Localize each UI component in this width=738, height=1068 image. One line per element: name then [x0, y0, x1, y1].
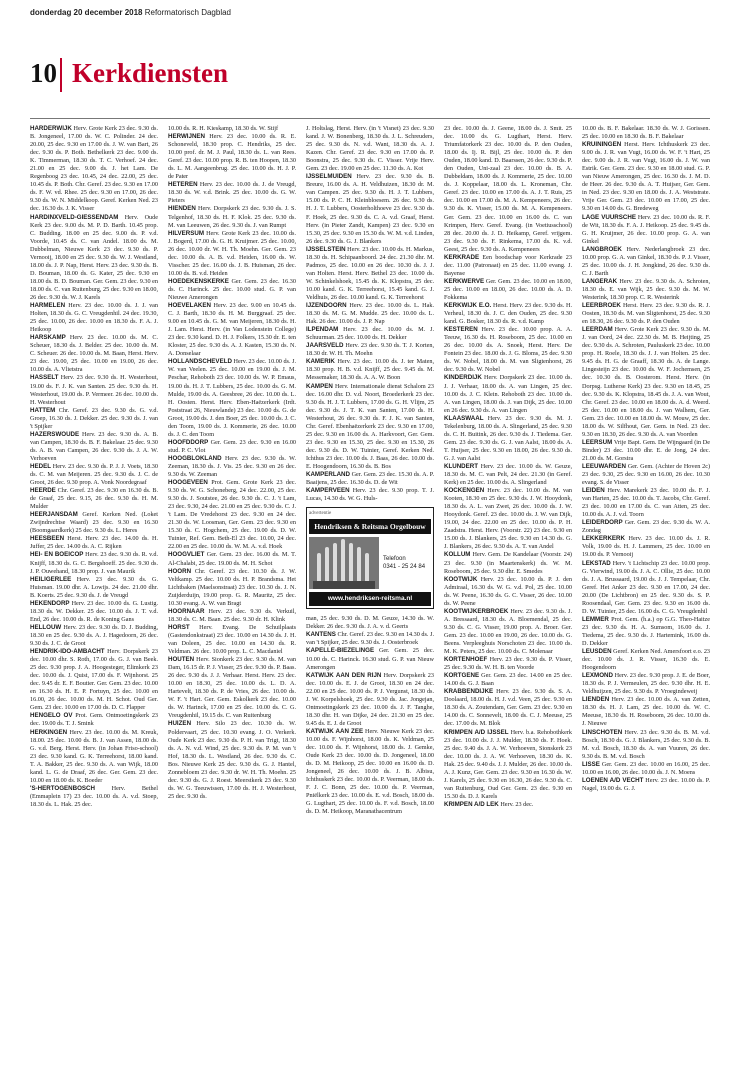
- service-details: Herv. 23 dec. 10.00 ds. L. Hak. 18.30 ds. M. G. M. Mudde. 25 dec. 10.00 ds. L. Hak. 26 dec. 10.00 ds. J. P. Nap: [306, 302, 434, 326]
- place-name: HOORN: [168, 567, 192, 575]
- place-name: LEERDAM: [582, 326, 613, 334]
- service-details: Chr. Geref. 23 dec. 9.30 en 14.30 ds. J. van 't Spijker, 25 dec. 9.30 ds. J. Oosterbroek: [306, 631, 434, 647]
- service-entry: [444, 254, 572, 278]
- place-name: HOUTEN: [168, 656, 195, 664]
- place-name: HEERJANSDAM: [30, 511, 78, 519]
- service-entry: [444, 688, 572, 728]
- place-name: LEKSTAD: [582, 559, 611, 567]
- place-name: HEILIGERLEE: [30, 575, 72, 583]
- service-entry: [168, 479, 296, 551]
- service-details: Herv. Bethel (Emmaplein 17) 23 dec. 10.00 ds. A. v.d. Stoep, 18.30 ds. L. Hak. 25 dec.: [30, 784, 158, 808]
- place-name: HOOGEVEEN: [168, 479, 208, 487]
- service-entry: [582, 302, 710, 326]
- service-details: Ger. Gem. 23 dec. 9.30 en 16.00 stud. P. C. Vlot: [168, 438, 296, 454]
- service-entry: [444, 278, 572, 302]
- place-name: KATWIJK AAN ZEE: [306, 727, 364, 735]
- service-entry: [306, 302, 434, 326]
- service-details: Herv. 23 dec. 10.00 ds. J. R. Volk, 19.00 ds. H. J. Lammers, 25 dec. 10.00 en 19.00 ds. P. Vernooij: [582, 535, 710, 559]
- service-entry: [582, 560, 710, 616]
- service-details: Herv. 23 dec. 9.30 ds. A. B. van Campen, 18.30 ds. B. F. Bakelaar. 25 dec. 9.30 ds. A. B. van Campen, 26 dec. 9.30 ds. J. A. W. Verhoeven: [30, 430, 158, 462]
- service-details: Herv. Dorpskerk 23 dec. 10.00 dhr. S. Roth, 17.00 ds. G. J. van Beek. 25 dec. 9.30 prop. J. A. Hoogesteger, Elimkerk 23 dec. 10.00 ds. J. Quist, 17.00 ds. F. Wijnhorst. 25 dec. 9.45 dr. E. F. Boutier. Ger. Gem. 23 dec. 10.00 en 16.30 ds. H. E. P. Fortuyn, 25 dec. 10.00 en 16.00, 26 dec. 10.00 ds. M. H. Schot. Oud Ger. Gem. 23 dec. 10.00 en 17.00 ds. D. C. Flapper: [30, 648, 158, 712]
- service-entry: [582, 278, 710, 302]
- masthead: [30, 8, 231, 17]
- place-name: KESTEREN: [444, 326, 478, 334]
- place-name: HOORNAAR: [168, 607, 205, 615]
- service-details: Geref. Kerken Ned. Amersfoort e.o. 23 dec. 10.00 ds. J. R. Visser, 16.30 ds. E. Hoogendoorn: [582, 648, 710, 672]
- service-details: Chr. Geref. 23 dec. 10.30 ds. J. W. Veltkamp. 25 dec. 10.00 ds. H. P. Brandsma. Het Lichtbaken (Maelsonstraat) 23 dec. 10.30 ds. J. N. Zuijderduijn, 19.00 prop. G. R. Mauritz, 25 dec. 10.30 evang. A. W. van Bragt: [168, 567, 296, 607]
- place-name: HERWIJNEN: [168, 133, 206, 141]
- service-details: Ger. Gem. 23 dec. 14.00 en 25 dec. 14.00 ds. G. J. Baan: [444, 672, 572, 688]
- service-details: Herv. 23 dec. 9.30 ds. B. Breure, 16.00 ds. A. H. Veldhuizen, 18.30 dr. M. van Campen. 25 dec. 9.30 ds. H. J. T. Lubbers, 15.00 ds. P. C. H. Kleinbloesem. 26 dec. 9.30 ds. H. J. T. Lubbers, Oosterholthoeve 23 dec. 9.30 ds. F. Hoek, 25 dec. 9.30 ds. C. A. v.d. Graaf, Herst. Herv. (in Pieter Zandt, Kampen) 23 dec. 9.30 en 15.30, 25 dec. 9.30 en 15.30 ds. W. M. v.d. Linden, 26 dec. 9.30 ds. G. J. Blankers: [306, 173, 434, 245]
- place-name: KRIMPEN A/D LEK: [444, 800, 499, 808]
- service-entry: [168, 656, 296, 720]
- service-details: Chr. Geref. 23 dec. 9.30 ds. G. v.d. Groep, 16.30 ds. J. Dekker. 25 dec. 9.30 ds. J. van 't Spijker: [30, 406, 158, 430]
- place-name: LEIDEN: [582, 487, 605, 495]
- service-entry: [582, 616, 710, 648]
- service-entry: [30, 535, 158, 551]
- column-2: [168, 125, 296, 1060]
- service-entry: [306, 383, 434, 472]
- ad-url[interactable]: www.hendriksen-reitsma.nl: [309, 592, 431, 606]
- service-details: Herv. Gem. De Kandelaar (Voorstr. 24) 23 dec. 9.30 (in Maartenskerk) ds. W. M. Roseboom, 25 dec. 9.30 dhr. E. Smedes: [444, 551, 572, 575]
- place-name: KAMERIK: [306, 358, 335, 366]
- service-entry: [30, 125, 158, 214]
- place-name: KOLLUM: [444, 551, 471, 559]
- service-entry: [444, 729, 572, 801]
- place-name: KOOTWIJK: [444, 575, 478, 583]
- service-entry: [444, 326, 572, 374]
- service-entry: [30, 302, 158, 334]
- place-name: LANGERAK: [582, 277, 618, 285]
- service-details: Herv. 23 dec. 10.00 ds. A. van Zetten, 18.30 ds. H. J. Lam, 25 dec. 10.00 ds. W. C. Meeuse, 18.30 ds. H. Roseboom, 26 dec. 10.00 ds. J. Nieuwe: [582, 696, 710, 728]
- place-name: HEDEL: [30, 462, 51, 470]
- place-name: KAMPERLAND: [306, 471, 350, 479]
- service-entry: [168, 302, 296, 358]
- ad-telephone-label: Telefoon: [383, 556, 406, 563]
- service-entry: [306, 342, 434, 358]
- service-entry: [168, 205, 296, 229]
- place-name: LISSE: [582, 760, 600, 768]
- service-entry: [30, 407, 158, 431]
- place-name: HEESBEEN: [30, 535, 65, 543]
- place-name: KRIMPEN A/D IJSSEL: [444, 728, 509, 736]
- place-name: LANGBROEK: [582, 245, 622, 253]
- service-details: Herv. Grote Kerk 23 dec. 9.30 ds. M. J. van Oord, 24 dec. 22.30 ds. M. B. Heijting, 25 dec. 9.30 ds. A. Schroten, Pauluskerk 23 dec. 10.00 prop. H. Roele, 18.30 ds. J. J. van Holten. 25 dec. 9.45 ds. H. G. de Graaff, 18.30 ds. A. de Lange. Lingesteijn 23 dec. 10.00 ds. W. F. Jochemsen, 25 dec. 10.30 ds. B. Oosterom. Herst. Herv. (in Dorpsg. Lutherse Kerk) 23 dec. 9.30 en 18.45, 25 dec. 9.30 ds. K. Klopstra, 18.45 ds. J. A. van Wout, Chr. Geref. 23 dec. 10.00 en 18.00 ds. A. d. Weerd. 25 dec. 10.00 en 18.00 ds. J. van Walhem, Ger. Gem. 23 dec. 10.00 en 18.00 ds. W. Mouw, 25 dec. 18.00 ds. W. Silfhout, Ger. Gem. in Ned. 23 dec. 9.30 en 18.30, 26 dec. 9.30 ds. A. van Voorden: [582, 326, 710, 438]
- service-details: Herv. 23 dec. 10.00 ds. W. Geuze, 18.30 ds. M. C. van Pelt, 24 dec. 21.30 (in Geref. Kerk) en 25 dec. 10.00 ds. A. Slingerland: [444, 462, 572, 487]
- service-details: Herv. 23 dec. 9.30 prop. J. E. de Boer, 18.30 ds. P. J. Vermeulen, 25 dec. 9.30 dhr. H. E. Veldhuijzen, 25 dec. 9.30 ds. P. Vroegindeweij: [582, 672, 710, 696]
- column-3: [306, 125, 434, 1060]
- place-name: LOENEN A/D VECHT: [582, 776, 644, 784]
- ad-label: advertentie: [309, 511, 332, 517]
- place-name: KOCKENGEN: [444, 487, 485, 495]
- service-entry: [582, 535, 710, 559]
- service-details: Herv. Dorpskerk 23 dec. 10.00 ds. E. J. de Groot, 18.30 en 24 dec. 22.00 en 25 dec. 10.00 ds. P. J. Vergunst, 18.30 ds. J. W. Korpelshoek, 25 dec. 9.30 ds. Jac. Jongejan, Ontmoetingskerk 23 dec. 10.00 ds. J. F. Tanghe, 18.30 dhr. H. van Dijke, 24 dec. 21.30 en 25 dec. 9.45 ds. E. J. de Groot: [306, 671, 434, 727]
- service-details: Prot. Gem. (h.a.) op G.G. Theo-Haitze 23 dec. 9.30 ds. H. A. Sumsom, 16.00 ds. J. Tiedema, 25 dec. 9.30 ds. J. Hartemink, 16.00 ds. D. Dekker: [582, 615, 710, 647]
- service-details: Herv. Oude Kerk 23 dec. 9.00 ds. M. P. D. Barth. 10.45 prop. C. Budding. 18.00 en 25 dec. 9.00 ds. P. v.d. Voorde, 10.45 ds. C. van Andel. 18.00 ds. M. Dubbelman, Nieuwe Kerk 23 dec. 9.30 ds. P. Vernooij, 18.00 en 25 dec. 9.30 ds. W. J. Westland, 18.00 ds. J. P. Nap, Herst. Herv. 23 dec. 9.30 ds. B. D. Bouman, 18.00 ds. G. Kater, 25 dec. 9.30 en 18.00 ds. B. D. Bouman. Ger. Gem. 23 dec. 9.30 en 18.00 ds. C. van Ruitenburg, 25 dec. 9.30 en 18.00, 26 dec. 9.30 ds. W. J. Karels: [30, 213, 158, 301]
- service-details: Ger. Gem. 23 dec. 10.00 en 16.00, 25 dec. 10.00 en 16.00, 26 dec. 10.00 ds. J. N. Moens: [582, 760, 710, 776]
- service-details: Herv. Nederlangbroek 23 dec. 10.00 prop. G. A. van Ginkel, 18.30 ds. P. J. Visser, 25 dec. 10.00 ds. J. H. Jongkind, 26 dec. 9.30 ds. C. J. Barth: [582, 245, 710, 277]
- service-entry: [306, 647, 434, 671]
- service-entry: [168, 455, 296, 479]
- service-entry: [582, 439, 710, 463]
- place-name: HARDINXVELD-GIESSENDAM: [30, 213, 119, 221]
- place-name: LAGE VUURSCHE: [582, 213, 636, 221]
- service-details: Herv. 23 dec. 9.30 ds. S. A. Doolaard, 18.00 ds. H. J. v.d. Veen, 25 dec. 9.30 en 18.30 ds. A. Zoutendam, Ger. Gem. 23 dec. 9.30 en 14.00 ds. C. Sonnevelt, 18.00 ds. C. J. Meeuse, 25 dec. 17.00 ds. M. Blok: [444, 688, 572, 728]
- place-name: HARSKAMP: [30, 334, 66, 342]
- service-details: Ger. Gem. 23 dec. 9.30 ds. W. A. Zondag: [582, 519, 710, 535]
- service-details: Herv. Nieuwe Kerk 23 dec. 10.00 ds. F. Wijnhorst, 18.00 ds. K. Veldman, 25 dec. 10.00 ds. F. Wijnhorst, 18.00 ds. J. Gemke, Oude Kerk 23 dec. 10.00 ds. D. Jongeneel, 18.00 ds. D. M. Heikoop, 25 dec. 10.00 en 16.00 ds. D. Jongeneel, 26 dec. 10.00 ds. J. B. Albisu, Ichthuskerk 23 dec. 10.00 ds. P. Veerman, 18.00 ds. F. J. C. Bonn, 25 dec. 10.00 ds. P. Veerman, Pniëlkerk 23 dec. 10.00 ds. E. v.d. Bosch, 18.00 ds. G. Lugthart, 25 dec. 10.00 ds. F. v.d. Bosch, 18.00 ds. D. M. Heikoop, Maranathacentrum: [306, 727, 434, 816]
- service-entry: [306, 246, 434, 302]
- listing-columns: [30, 125, 710, 1060]
- service-entry: [582, 125, 710, 141]
- service-details: Herv. 23 dec. 9.30 prop. T. J. Lucas, 14.30 ds. W. G. Huls-: [306, 487, 434, 503]
- service-entry: [444, 576, 572, 608]
- service-entry: [582, 761, 710, 777]
- service-entry: [582, 519, 710, 535]
- place-name: HETEREN: [168, 181, 198, 189]
- service-entry: [30, 431, 158, 463]
- service-entry: [444, 801, 572, 809]
- service-entry: [582, 246, 710, 278]
- service-details: 10.00 ds. B. F. Bakelaar. 18.30 ds. W. J. Gorissen. 25 dec. 10.00 en 18.30 ds. B. F. Bakelaar: [582, 125, 710, 141]
- service-entry: [582, 487, 710, 519]
- service-details: Herv. 23 dec. 10.00 ds. J. ter Maten, 18.30 prop. H. B. v.d. Knijff, 25 dec. 9.45 ds. M. Messemaker, 18.30 ds. A. A. W. Boon: [306, 358, 434, 382]
- service-entry: [30, 624, 158, 648]
- service-details: Herv. 23 dec. 9.30 ds. Verkuil, 18.30 ds. C. M. Baan. 25 dec. 9.30 dr. H. Klink: [168, 607, 296, 623]
- service-entry: [30, 511, 158, 535]
- service-details: Herv. 23 dec. 10.00 ds. H. Markus, 18.30 ds. H. Schipaanboord. 24 dec. 21.30 dhr. M. Padmos, 25 dec. 10.00 en 26 dec. 10.30 ds. J. J. van Holten. Herst. Herv. Bethel 23 dec. 10.00 ds. W. Schinkelshoek, 15.45 ds. K. Klopstra, 25 dec. 10.00 kand. G. K. Terreehorst, 15.45 kand. G. J. Veldhuis, 26 dec. 10.00 kand. G. K. Terreehorst: [306, 245, 434, 301]
- ad-telephone: 0341 - 25 24 84: [383, 564, 426, 571]
- service-entry: [582, 672, 710, 696]
- place-name: HENDRIK-IDO-AMBACHT: [30, 648, 105, 656]
- service-details: Herv. 23 dec. 10.00 ds. J. J. van Holten, 18.30 ds. G. C. Vreugdenhil. 24 dec. 19.30, 25 dec. 10.00, 26 dec. 10.00 en 18.30 ds. F. A. J. Heikoop: [30, 302, 158, 334]
- service-entry: [30, 214, 158, 303]
- service-details: Een boodschap voor Kerkrade 23 dec. 11.00 (Patronaat) en 25 dec. 11.00 evang. J. Bayense: [444, 253, 572, 277]
- service-details: Herv. Evang. De Schuilplaats (Gastendonkstraat) 23 dec. 10.00 en 14.30 ds. J. H. van Doleen, 25 dec. 10.00 en 14.30 ds. R. Veldman. 26 dec. 10.00 prop. L. C. Macdaniel: [168, 623, 296, 656]
- service-entry: [168, 551, 296, 567]
- place-name: HATTEM: [30, 406, 56, 414]
- service-entry: [168, 624, 296, 656]
- service-details: Herv. 23 dec. 9.30 ds. M. J. Tekelenburg, 18.00 ds. A. Slingerland, 25 dec. 9.30 ds. C. H. Buitink, 26 dec. 9.30 ds. J. Tiedema. Ger. Gem. 23 dec. 9.30 ds. G. J. van Aalst, 18.00 ds. A. T. Huijser, 25 dec. 9.30 en 18.00, 26 dec. 9.30 ds. G. J. van Aalst: [444, 414, 572, 462]
- place-name: HOEDEKENSKERKE: [168, 277, 229, 285]
- place-name: HERKINGEN: [30, 728, 68, 736]
- column-5: [582, 125, 710, 1060]
- service-entry: [168, 133, 296, 181]
- service-details: Herv. 23 dec. 9.30 ds. P. J. J. Voets, 18.30 ds. C. M. van Meijeren. 25 dec. 9.30 ds. J. C. de Groot, 26 dec. 9.30 prop. A. Vonk Noordegraaf: [30, 462, 158, 487]
- place-name: IJZENDOORN: [306, 302, 347, 310]
- service-entry: [444, 487, 572, 551]
- service-entry: [444, 374, 572, 414]
- column-1: [30, 125, 158, 1060]
- place-name: KRUININGEN: [582, 141, 622, 149]
- place-name: HARMELEN: [30, 302, 66, 310]
- service-details: Ger. Gem. 23 dec. 15.30 ds. A. P. Baaijens, 25 dec. 16.30 ds. D. de Wit: [306, 471, 434, 487]
- service-entry: [582, 648, 710, 672]
- service-details: Herv. 23 dec. 10.00 ds. P. Nagel, 19.00 ds. G. J.: [582, 776, 710, 792]
- service-details: Herst. Herv. 23 dec. 14.00 ds. H. Juffer, 25 dec. 14.00 ds. A. C. Rijken: [30, 535, 158, 551]
- service-details: 10.00 ds. R. H. Kieskamp, 18.30 ds. W. Stijf: [168, 125, 279, 132]
- service-details: Herv. 23 dec. 10.00 ds. M. C. Scheuer, 18.30 ds. J. Belder. 25 dec. 10.00 ds. M. C. Scheuer. 26 dec. 10.00 ds. M. Baan, Herst. Herv. 23 dec. 19.00, 25 dec. 10.00 en 19.00, 26 dec. 10.00 ds. A. Vlietstra: [30, 334, 158, 374]
- service-details: Herv. 23 dec. 10.00 ds. J. W. van Veelen. 25 dec. 10.00 en 19.00 ds. J. M. Peschar, Rehoboth 23 dec. 10.00 ds. W. P. Emaus, 19.00 ds. H. J. T. Lubbers, 25 dec. 10.00 ds. G. M. Mulde, 19.00 ds. A. Geesbree, 26 dec. 10.00 ds. L. H. Oosten. Herst. Herv. Eben-Haëzerkerk (Irdt. Poststraat 26, Nieuwlande) 23 dec. 10.00 ds. G. de Groot, 19.00 ds. J. den Boer, 25 dec. 10.00 ds. J. C. den Toom, 19.00 ds. J. Kommerie, 26 dec. 10.00 ds. J. C. den Toom: [168, 358, 296, 438]
- service-details: Herv. 23 dec. 10.00 ds. R. F. de Wit, 18.30 ds. F. A. J. Heikoop. 25 dec. 9.45 ds. G. H. Kruijmer, 26 dec. 10.00 prop. G. A. van Ginkel: [582, 213, 710, 245]
- service-details: Ger. Gem. 23 dec. 16.00 ds. M. T. Al-Chalabi, 25 dec. 19.00 ds. M. H. Schot: [168, 551, 296, 567]
- service-entry: [444, 551, 572, 575]
- place-name: KORTENHOEF: [444, 656, 488, 664]
- service-entry: [30, 334, 158, 374]
- service-entry: [306, 471, 434, 487]
- service-details: Herv. Grote Kerk 23 dec. 9.30 ds. B. Jongeneel, 17.00 ds. W. C. Polinder. 24 dec. 20.00, 25 dec. 9.30 en 17.00 ds. J. W. van Bart, 26 dec. 9.30 ds. P. Both. Bethelkerk 23 dec. 9.00 ds. K. Timmerman, 18.30 ds. T. C. Verhoef. 24 dec. 21.00 en 25 dec. 9.00 ds. J. het Lam. De Regenboog 23 dec. 10.45, 24 dec. 22.00, 25 dec. 10.45 ds. P. Both. Chr. Geref. 23 dec. 9.30 en 17.00 ds. F. W. vd. Rhee. 25 dec. 9.30 en 17.00, 26 dec. 9.30 ds. W. N. Middelkoop. Geref. Kerken Ned. 23 dec. 16.30 ds. J. K. Visser: [30, 125, 158, 213]
- service-details: Ger. Gem. 23 dec. 10.00 en 18.00, 25 dec. 10.00 en 18.00, 26 dec. 10.00 ds. A. D. Fokkema: [444, 277, 572, 301]
- masthead-paper: Reformatorisch Dagblad: [144, 8, 231, 17]
- service-details: Herv. 23 dec. 9.30 ds. P. Visser, 25 dec. 9.30 ds. W. H. B. ten Voorde: [444, 656, 572, 672]
- service-entry: [306, 672, 434, 728]
- place-name: KAMPERVEEN: [306, 487, 350, 495]
- service-details: 23 dec. 10.00 ds. J. Geene, 18.00 ds. J. Smit. 25 dec. 10.00 ds. G. Lugthart, Herst. Herv. Triumfatorkerk 23 dec. 10.00 ds. P. den Ouden, 18.00 ds. Ij. R. Bijl, 25 dec. 10.00 ds. P. den Ouden, 18.00 kand. D. Baarssen, 26 dec. 9.30 ds. P. den Ouden, Uni-zaal 23 dec. 10.00 ds. B. A. Dubbeldam, 18.00 ds. J. Kommerie, 25 dec. 10.00 ds. J. Koppelaar, 18.00 ds. L. Kroneman, Chr. Geref. 23 dec. 10.00 en 17.00 ds. A. J. T. Ruis, 25 dec. 10.00 en 17.00 ds. M. A. Kempeneers, 26 dec. 9.30 ds. K. Visser, 15.00 ds. M. A. Kempeneers. Ger. Gem. 23 dec. 10.00 en 16.00 ds. C. van Krimpen, Herv. Geref. Evang. (in Voetiusschool) 28 dec. 20.00 ds. J. D. Heikamp, Geref. vrijgem. 23 dec. 9.30 ds. F. Rinkema, 17.00 ds. K. v.d. Geest, 25 dec. 9.30 ds. A. Kempeneers: [444, 125, 572, 253]
- service-entry: [30, 487, 158, 511]
- service-entry: [30, 576, 158, 600]
- service-entry: [582, 214, 710, 246]
- place-name: KRABBENDIJKE: [444, 688, 494, 696]
- service-details: Herv. Grote Kerk 23 dec. 10.00 ds. J. Bogerd, 17.00 ds. G. H. Kruijmer. 25 dec. 10.00, 26 dec. 10.00 dr. W. H. Th. Moehn. Ger. Gem. 23 dec. 10.00 ds. A. B. v.d. Heiden, 16.00 ds. W. Visscher. 25 dec. 16.00 ds. J. B. Huisman, 26 dec. 10.00 ds. B. v.d. Heiden: [168, 229, 296, 277]
- advertisement[interactable]: [306, 507, 434, 609]
- service-entry: [306, 615, 434, 631]
- service-entry: [582, 326, 710, 439]
- service-details: Herv. 23 dec. 9.30 ds. D. J. Budding, 18.30 en 25 dec. 9.30 ds. A. J. Hagedoorn, 26 dec. 9.30 ds. J. C. de Groot: [30, 623, 158, 647]
- service-entry: [168, 358, 296, 438]
- service-entry: [444, 656, 572, 672]
- service-entry: [306, 326, 434, 342]
- service-entry: [30, 463, 158, 487]
- service-entry: [30, 729, 158, 785]
- place-name: KLAASWAAL: [444, 414, 484, 422]
- service-entry: [306, 125, 434, 173]
- service-details: Herv. 23 dec. 9.30 ds. H. Westerhout, 19.00 ds. F. J. K. van Santen. 25 dec. 9.30 ds. H. Westerhout, 19.00 ds. P. Vermeer. 26 dec. 10.00 ds. H. Westerhout: [30, 374, 158, 406]
- service-details: Chr. Geref. 23 dec. 9.30 en 16.30 ds. B. de Graaf, 25 dec. 9.15, 26 dec. 9.30 ds. H. M. Mulder: [30, 487, 158, 511]
- ad-company-name: Hendriksen & Reitsma Orgelbouw: [309, 519, 431, 534]
- place-name: HENGELO OV: [30, 712, 73, 720]
- place-name: KINDERDIJK: [444, 374, 482, 382]
- place-name: HEI- EN BOEICOP: [30, 551, 84, 559]
- service-entry: [444, 463, 572, 487]
- page-number: 10: [30, 58, 57, 88]
- service-entry: [582, 463, 710, 487]
- place-name: LEERBROEK: [582, 302, 621, 310]
- service-details: Herv. Dorpskerk 23 dec. 9.30 ds. J. S. Telgenhof, 18.30 ds. H. F. Klok. 25 dec. 9.30 ds. M. van Leeuwen, 26 dec. 9.30 ds. J. van Rumpt: [168, 205, 296, 229]
- service-entry: [306, 173, 434, 245]
- organ-image: [309, 537, 379, 589]
- service-details: Ger. Gem. (Achter de Hoven 2c) 23 dec. 9.30, 25 dec. 9.30 en 16.00, 26 dec. 10.30 evang. S. de Visser: [582, 462, 710, 487]
- place-name: LIENDEN: [582, 696, 610, 704]
- place-name: IJSSELMUIDEN: [306, 173, 352, 181]
- place-name: HELLOUW: [30, 623, 62, 631]
- place-name: LEUSDEN: [582, 648, 612, 656]
- service-details: Ger. Gem. 25 dec. 10.00 ds. C. Harinck. 16.30 stud. G. P. van Nieuw Amerongen: [306, 647, 434, 671]
- place-name: KERKRADE: [444, 253, 480, 261]
- place-name: LEERSUM: [582, 438, 613, 446]
- service-entry: [306, 631, 434, 647]
- service-details: Herv. 23 dec. 9.30 ds. R. v.d. Knijff, 18.30 ds. G. C. Bergshoeff. 25 dec. 9.30 ds. J. P. Ouwehand, 18.30 prop. J. van Maurik: [30, 551, 158, 575]
- place-name: LINSCHOTEN: [582, 728, 623, 736]
- place-name: KATWIJK AAN DEN RIJN: [306, 671, 382, 679]
- place-name: 'S-HERTOGENBOSCH: [30, 784, 95, 792]
- service-details: J. Holtslag, Herst. Herv. (in 't Visnet) 23 dec. 9.30 kand. J. W. Bonenberg, 18.30 ds. J. L. Schreuders, 25 dec. 9.30 ds. N. v.d. Want, 18.30 ds. A. J. Kazen. Chr. Geref. 23 dec. 9.30 en 17.00 ds. P. Boonstra, 25 dec. 9.30 ds. C. Visser. Vrije Herv. Gem. 23 dec. 19.00 en 25 dec. 11.30 ds. A. Kot: [306, 125, 434, 173]
- service-details: Herv. 23 dec. 10.00 ds. M. Kreuk, 18.00. 25 dec. 10.00 ds. B. J. van Assen, 18.00 ds. G. v.d. Berg. Herst. Herv. (in Johan Friso-school) 23 dec. 9.30 kand. G. K. Terreehorst, 18.00 kand. T. A. Bakker, 25 dec. 9.30 ds. A. van Wijk, 18.00 kand. L. G. de Draaf, 26 dec. Ger. Gem. 23 dec. 10.00 en 18.00 ds. K. Boeder: [30, 728, 158, 784]
- service-details: Herv. 23 dec. 9.30 ds. G. Huisman. 19.00 dhr. A. Lowijs. 24 dec. 21.00 dhr. B. Koerts. 25 dec. 9.30 ds. J. de Vreugd: [30, 575, 158, 599]
- service-details: Herv. 23 dec. 10.00 ds. G. Lustig. 18.30 ds. W. Dekker. 25 dec. 10.00 ds. J. T. v.d. End, 26 dec. 10.00 ds. R. de Koning Gans: [30, 599, 158, 623]
- place-name: HUIZEN: [168, 720, 192, 728]
- service-entry: [444, 125, 572, 254]
- service-entry: [444, 672, 572, 688]
- service-details: Herv. 23 dec. 9.30 ds. A. Schroten, 18.30 ds. E. van Wijk, 25 dec. 9.30 ds. M. W. Westerink, 18.30 prop. C. R. Westerink: [582, 277, 710, 301]
- service-details: Herv. 23 dec. 9.30 ds. T. J. Korten, 18.30 dr. W. H. Th. Moehn: [306, 342, 434, 358]
- section-title: Kerkdiensten: [72, 58, 229, 88]
- service-details: Herv. 23 dec. 9.30 ds. B. M. v.d. Bosch, 18.30 ds. G. J. Blankers, 25 dec. 9.30 ds. B. M. v.d. Bosch, 18.30 ds. A. van Vuuren, 26 dec. 9.30 ds. B. M. v.d. Bosch: [582, 728, 710, 760]
- service-entry: [30, 648, 158, 712]
- service-details: Herv. 23 dec. 9.30 ds. J. A. Bressaard, 18.30 ds. A. Bloemendal, 25 dec. 9.30 ds. C. G. Visser, 19.00 prop. A. Broer. Ger. Gem. 23 dec. 10.00 en 19.00, 26 dec. 10.00 ds. G. Beens. Verpleeghuis Norschoten 23 dec. 10.00 ds. M. K. Peters, 25 dec. 10.00 ds. C. Molenaar: [444, 607, 572, 656]
- service-details: Herv. 23 dec. 10.00 ds. M. J. Schuurman. 25 dec. 10.00 ds. H. Dekker: [306, 326, 434, 342]
- service-entry: [168, 608, 296, 624]
- service-details: Herv. Sionkerk 23 dec. 9.30 ds. M. van Dam, 16.15 dr. P. J. Visser, 25 dec. 9.30 ds. P. Baas. 26 dec. 9.30 ds. J. J. Verhaar. Herst. Herv. 23 dec. 10.00 en 18.30, 25 dec. 10.00 ds. L. D. A. Hartevelt, 18.30 ds. P. de Vries, 26 dec. 10.00 ds. W. F. 't Hart. Ger. Gem. Eskolkerk 23 dec. 10.00 ds. W. Harinck, 17.00 en 25 dec. 10.00 ds. C. G. Vreugdenhil, 19.15 ds. C. van Ruitenburg: [168, 656, 296, 720]
- service-entry: [582, 141, 710, 213]
- service-details: Herv. 23 dec. 10.00 ds. M. van Kooten, 18.30 en 25 dec. 9.30 ds. J. W. Hooydonk, 18.30 ds. A. L. van Zwet, 26 dec. 10.00 ds. J. W. Hooydonk. Geref. 23 dec. 10.00 ds. J. W. van Dijk, 19.00, 24 dec. 22.00 en 25 dec. 10.00 ds. P. H. Zaadstra. Herst. Herv. (Voorstr. 22) 23 dec. 9.30 en 15.00 ds. J. Blankers, 25 dec. 9.30 en 14.30 ds. G. J. Blankers, 26 dec. 9.30 ds. A. T. van Andel: [444, 487, 572, 551]
- title-separator: [60, 58, 62, 92]
- header-rule: [30, 118, 710, 119]
- place-name: HARDERWIJK: [30, 125, 72, 132]
- place-name: KANTENS: [306, 631, 336, 639]
- service-entry: [30, 551, 158, 575]
- place-name: KOOTWIJKERBROEK: [444, 607, 509, 615]
- place-name: HASSELT: [30, 374, 59, 382]
- service-details: Herv. Internationale dienst Schalom 23 dec. 16.00 dhr. D. v.d. Noort, Broederkerk 23 dec. 9.30 ds. H. J. T. Lubbers, 17.00 ds. G. H. Vlijm, 25 dec. 9.30 ds. J. T. K. van Santen, 17.00 ds. H. Westerhout, 26 dec. 9.30 ds. F. J. K. van Santen, Chr. Geref. Ebenhaëzerkerk 23 dec. 9.30 en 17.00, 25 dec. 9.30 en 16.00 ds. A. Harkvoort, Ger. Gem. 23 dec. 9.30 en 15.30, 25 dec. 9.30 en 15.30, 26 dec. 9.30 ds. D. W. Tuinier, Geref. Kerken Ned. Ichthus 23 dec. 10.00 ds. J. Baas, 26 dec. 10.00 ds. E. Hoogendoorn, 16.30 ds. B. Bos: [306, 382, 434, 470]
- place-name: HOOGBLOKLAND: [168, 454, 222, 462]
- place-name: HOEVELAKEN: [168, 302, 211, 310]
- place-name: HORST: [168, 623, 190, 631]
- service-details: man, 25 dec. 9.30 ds. D. M. Geuze, 14.30 ds. W. Dekker. 26 dec. 9.30 ds. J. A. v. d. Geerts: [306, 615, 434, 631]
- place-name: KERKWERVE: [444, 277, 485, 285]
- service-entry: [168, 125, 296, 133]
- service-details: Herv. 23 dec. 9.30 ds. W. Zeeman, 18.30 ds. J. Vis. 25 dec. 9.30 en 26 dec. 9.30 ds. W. Zeeman: [168, 454, 296, 479]
- place-name: HOOFDDORP: [168, 438, 209, 446]
- place-name: LEEUWARDEN: [582, 462, 627, 470]
- service-entry: [30, 785, 158, 809]
- service-entry: [30, 712, 158, 728]
- service-details: Ger. Gem. 23 dec. 16.30 ds. C. Harinck. 25 dec. 10.00 stud. G. P. van Nieuwe Amerongen: [168, 277, 296, 301]
- service-details: Herv. 23 dec. 10.00 ds. R. E. Schoneveld, 18.30 prop. C. Hendriks, 25 dec. 10.00 prof. dr. M. J. Paul, 18.30 ds. L. van Rees. Geref. 23 dec. 10.00 prop. R. B. ten Hoopen, 18.30 ds. L. M. Aangeenbrug. 25 dec. 10.00 ds. H. J. P. de Pater: [168, 133, 296, 181]
- service-details: Herv. 23 dec.: [500, 800, 534, 808]
- service-entry: [582, 696, 710, 728]
- service-entry: [582, 729, 710, 761]
- place-name: HIENDEN: [168, 205, 196, 213]
- place-name: IJSSELSTEIN: [306, 245, 346, 253]
- place-name: HEKENDORP: [30, 599, 70, 607]
- place-name: KORTGENE: [444, 672, 480, 680]
- column-4: [444, 125, 572, 1060]
- place-name: KAMPEN: [306, 382, 333, 390]
- service-details: Prot. Gem. Grote Kerk 23 dec. 9.30 ds. W. G. Schoneberg, 24 dec. 22.00, 25 dec. 9.30 ds. J. Soutstee, 26 dec. 9.30 ds. C. J. 't Lam, 23 dec. 9.30, 24 dec. 21.00 en 25 dec. 9.30 ds. C. J. 't Lam. De Vredehorst 23 dec. 9.30 en 24 dec. 21.30 ds. W. Loosman, Ger. Gem. 23 dec. 9.30 en 15.30 ds. C. Hogchem, 25 dec. 19.00 ds. D. W. Tuinier, Ref. Gem. Beth-El 23 dec. 10.00, 24 dec. 22.00 en 25 dec. 10.00 ds. W. M. A. v.d. Hoek: [168, 479, 296, 551]
- service-entry: [444, 415, 572, 463]
- service-entry: [582, 777, 710, 793]
- service-details: Herv. b.a. Rehobothkerk 23 dec. 10.00 ds. J. J. Mulder, 18.30 ds. F. Hoek. 25 dec. 9.40 ds. J. A. W. Verhoeven, Sionskerk 23 dec. 10.00 ds. J. A. W. Verhoeven, 18.30 ds. K. Hak. 25 dec. 9.40 ds. J. J. Mulder, 26 dec. 10.00 ds. A. J. Kunz, Ger. Gem. 23 dec. 9.30 en 16.30 ds. W. J. Karels, 25 dec. 9.30 en 16.30, 26 dec. 9.30 ds. C. van Ruitenburg, Oud Ger. Gem. 23 dec. 9.30 en 15.30 ds. D. J. Karels: [444, 728, 572, 800]
- place-name: KERKWIJK E.O.: [444, 302, 492, 310]
- service-entry: [30, 374, 158, 406]
- service-details: Herst. Herv. 23 dec. 9.30 ds. R. J. Oosten, 18.30 ds. M. van Sligtenhorst, 25 dec. 9.30 en 18.30, 26 dec. 9.30 ds. P. den Ouden: [582, 302, 710, 326]
- place-name: HOOGVLIET: [168, 551, 205, 559]
- place-name: KAPELLE-BIEZELINGE: [306, 647, 375, 655]
- service-entry: [444, 608, 572, 656]
- service-details: Herv. Silo 23 dec. 10.30 ds. W. Poldervaart, 25 dec. 10.30 evang. J. O. Verkerk. Oude Kerk 23 dec. 9.30 ds. P. H. van Trigt, 18.30 ds. A. N. v.d. Wind, 25 dec. 9.30 ds. P. M. van 't Hof, 18.30 ds. L. Westland, 26 dec. 9.30 ds. C. Bos. Nieuwe Kerk 25 dec. 9.30 ds. G. J. Hantel, Zonnebloem 23 dec. 9.30 dr. W. H. Th. Moehn. 25 dec. 9.30 ds. G. J. Roest. Meerstkerk 23 dec. 9.30 ds. W. G. Teeuwissen, 17.00 ds. H. J. Westerhout, 25 dec. 9.30 ds.: [168, 720, 296, 800]
- service-details: Herv. Dorpskerk 23 dec. 10.00 ds. J. J. Verhaar, 18.00 ds. A. van Lingen, 25 dec. 10.00 ds. J. C. Klein. Rehoboth 23 dec. 10.00 ds. A. van Lingen, 18.00 ds. J. van Dijk, 25 dec. 10.00 en 26 dec. 9.30 ds. A. van Lingen: [444, 374, 572, 414]
- place-name: ILPENDAM: [306, 326, 339, 334]
- place-name: HAZERSWOUDE: [30, 430, 80, 438]
- place-name: JAARSVELD: [306, 342, 344, 350]
- service-entry: [444, 302, 572, 326]
- place-name: KLUNDERT: [444, 462, 479, 470]
- service-entry: [306, 728, 434, 817]
- service-details: Herst. Herv. 23 dec. 9.30 ds. H. Verheul, 18.30 ds. J. C. den Ouden, 25 dec. 9.30 kand. G. Bosker, 18.30 ds. R. v.d. Kamp: [444, 302, 572, 326]
- place-name: LEIDERDORP: [582, 519, 623, 527]
- service-details: Herst. Herv. Ichthuskerk 23 dec. 9.00 ds. J. R. van Vugt, 16.00 ds. W. F. 't Hart, 25 dec. 9.00 ds. J. R. van Vugt, 16.00 ds. J. W. van Estrik. Ger. Gem. 23 dec. 9.30 en 18.00 stud. G. P. van Nieuw Amerongen, 25 dec. 16.30 ds. J. M. D. de Heer. 26 dec. 9.30 ds. A. T. Huijser, Ger. Gem. in Ned. 23 dec. 9.30 en 18.00 ds. J. A. Weststrate. Vrije Ger. Gem. 23 dec. 10.00 en 17.00, 25 dec. 9.30 en 14.00 ds. G. Bredeweg: [582, 141, 710, 213]
- service-details: Herv. 't Lichtschip 23 dec. 10.00 prop. G. Vierwind, 19.00 ds. J. A. C. Ollie, 25 dec. 10.00 ds. J. A. Brussaard, 19.00 ds. J. J. Tempelaar, Chr. Geref. Het Anker 23 dec. 9.30 en 17.00, 24 dec. 20.00 (De Lichtbron) en 25 dec. 9.30 ds. S. P. Roosendaal, Ger. Gem. 23 dec. 9.30 en 16.00 ds. D. W. Tuinier, 25 dec. 16.00 ds. C. G. Vreugdenhil: [582, 559, 710, 615]
- place-name: HOLLANDSCHEVELD: [168, 358, 232, 366]
- service-details: Herv. 23 dec. 10.00 prop. A. A. Teeuw, 16.30 ds. H. Roseboom, 25 dec. 10.00 en 26 dec. 10.00 ds. A. Snoek, Herst. Herv. De Fontein 23 dec. 18.00 ds. J. G. Bloms, 25 dec. 9.30 ds. W. Nobel, 18.00 ds. M. van Sligtenhorst, 26 dec. 9.30 ds. W. Nobel: [444, 326, 572, 374]
- service-details: Herv. 23 dec. 10.00 ds. P. J. den Admiraal, 16.30 ds. W. G. v.d. Pol, 25 dec. 10.00 ds. W. Peene, 16.30 ds. G. C. Visser, 26 dec. 10.00 ds. W. Peene: [444, 575, 572, 607]
- service-details: Prot. Gem. Ontmoetingskerk 23 dec. 19.00 ds. T. J. Smink: [30, 712, 158, 728]
- place-name: HILVERSUM: [168, 229, 204, 237]
- service-details: Herv. Marekerk 23 dec. 10.00 ds. F. J. van Harten, 25 dec. 10.00 ds. T. Jacobs, Chr. Geref. 23 dec. 10.00 en 17.00 ds. C. van Atten, 25 dec. 10.00 ds. A. J. v.d. Toorn: [582, 487, 710, 519]
- place-name: LEXMOND: [582, 672, 613, 680]
- place-name: LEKKERKERK: [582, 535, 625, 543]
- service-entry: [306, 358, 434, 382]
- service-details: Vrije Bapt. Gem. De Wijngaard (in De Binder) 23 dec. 10.00 dhr. E. de Jong, 24 dec. 21.00 ds. M. Gorsira: [582, 438, 710, 462]
- service-details: Geref. Kerken Ned. (Loket Zwijndrechtse Waard) 23 dec. 9.30 en 16.30 (Boomgaardkerk) 25 dec. 9.30 ds. L. Heres: [30, 511, 158, 535]
- masthead-date: donderdag 20 december 2018: [30, 8, 143, 17]
- service-entry: [168, 439, 296, 455]
- service-entry: [168, 230, 296, 278]
- service-entry: [168, 181, 296, 205]
- service-entry: [168, 720, 296, 800]
- service-details: Herv. 23 dec. 9.00 en 10.45 ds. C. J. Barth, 18.30 ds. H. M. Burggraaf. 25 dec. 9.00 en 10.45 ds. G. M. van Meijeren, 18.30 ds. H. J. Lam. Herst. Herv. (in Van Lodenstein College) 23 dec. 9.30 kand. D. H. J. Folkers, 15.30 dr. E. ten Kloster, 25 dec. 9.30 ds. A. J. Kasten, 15.30 ds. N. A. Donselaar: [168, 302, 296, 358]
- service-entry: [306, 487, 434, 503]
- service-entry: [168, 278, 296, 302]
- place-name: LEMMER: [582, 615, 609, 623]
- service-details: Herv. 23 dec. 10.00 ds. J. de Vreugd, 18.30 ds. W. v.d. Brink. 25 dec. 10.00 ds. G. W. Pieters: [168, 181, 296, 205]
- service-entry: [168, 568, 296, 608]
- place-name: HEERDE: [30, 487, 56, 495]
- service-entry: [30, 600, 158, 624]
